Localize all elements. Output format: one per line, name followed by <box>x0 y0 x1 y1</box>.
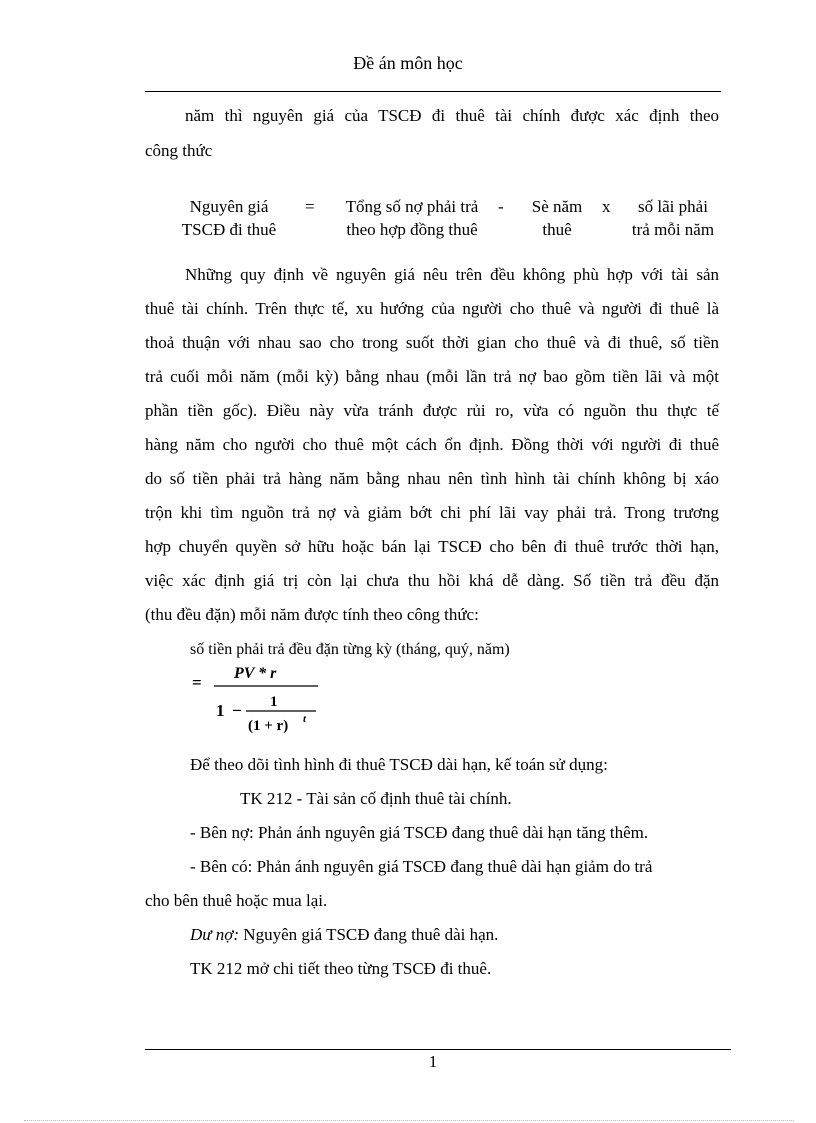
body-line: Những quy định về nguyên giá nêu trên đều không phù hợp với tài sản <box>185 265 719 284</box>
formula-equals: = <box>192 673 202 692</box>
formula-cell: số lãi phải <box>638 197 708 216</box>
formula-minus: − <box>232 701 242 720</box>
body-line: công thức <box>145 141 213 160</box>
formula-cell: Tổng số nợ phải trả <box>345 197 479 216</box>
body-line: thuê tài chính. Trên thực tế, xu hướng của người cho thuê và người đi thuê là <box>145 299 719 318</box>
formula-cell: trả mỗi năm <box>631 220 715 239</box>
times-sign: x <box>602 197 611 216</box>
body-line: trả cuối mỗi năm (mỗi kỳ) bằng nhau (mỗi lần trả nợ bao gồm tiền lãi và một <box>145 367 719 386</box>
formula-one: 1 <box>216 701 225 720</box>
formula-exponent: t <box>303 713 307 725</box>
balance-line <box>190 925 498 945</box>
body-line: hàng năm cho người cho thuê một cách ổn định. Đồng thời với người đi thuê <box>145 435 719 454</box>
body-line: hợp chuyển quyền sở hữu hoặc bán lại TSCĐ cho bên đi thuê trước thời hạn, <box>145 537 719 556</box>
body-line: do số tiền phải trả hàng năm bằng nhau nên tình hình tài chính không bị xáo <box>145 469 719 488</box>
account-title: TK 212 - Tài sản cố định thuê tài chính. <box>240 789 512 808</box>
body-line: Để theo dõi tình hình đi thuê TSCĐ dài hạn, kế toán sử dụng: <box>190 755 608 774</box>
body-line: phần tiền gốc). Điều này vừa tránh được rủi ro, vừa có nguồn thu thực tế <box>145 401 719 420</box>
body-line: cho bên thuê hoặc mua lại. <box>145 891 328 910</box>
balance-label: Dư nợ: <box>190 925 240 944</box>
annuity-formula <box>190 658 330 738</box>
body-line: năm thì nguyên giá của TSCĐ đi thuê tài chính được xác định theo <box>185 106 719 125</box>
minus-sign: - <box>498 197 504 216</box>
balance-text: Nguyên giá TSCĐ đang thuê dài hạn. <box>239 925 499 944</box>
body-line: (thu đều đặn) mỗi năm được tính theo công thức: <box>145 605 479 624</box>
body-line: việc xác định giá trị còn lại chưa thu hồi khá dễ dàng. Số tiền trả đều đặn <box>145 571 719 590</box>
formula-inner-denominator: (1 + r) <box>248 718 289 734</box>
formula-intro: số tiền phải trả đều đặn từng kỳ (tháng, quý, năm) <box>190 641 510 658</box>
footer-rule <box>145 1049 731 1050</box>
formula-cell: thuê <box>542 220 572 239</box>
body-line: TK 212 mở chi tiết theo từng TSCĐ đi thuê. <box>190 959 492 978</box>
equals-sign: = <box>305 197 315 216</box>
page-edge <box>24 1120 794 1121</box>
body-line: - Bên có: Phản ánh nguyên giá TSCĐ đang thuê dài hạn giảm do trả <box>190 857 653 876</box>
body-line: - Bên nợ: Phản ánh nguyên giá TSCĐ đang thuê dài hạn tăng thêm. <box>190 823 649 842</box>
formula-numerator: PV * r <box>234 665 277 682</box>
formula-cell: theo hợp đồng thuê <box>346 220 478 239</box>
formula-cell: TSCĐ đi thuê <box>181 220 277 239</box>
page-number: 1 <box>428 1052 438 1071</box>
header-rule <box>145 91 721 92</box>
formula-cell: Nguyên giá <box>189 197 269 216</box>
body-line: trộn khi tìm nguồn trả nợ và giảm bớt chi phí lãi vay phải trả. Trong trương <box>145 503 719 522</box>
body-line: thoả thuận với nhau sao cho trong suốt thời gian cho thuê và đi thuê, số tiền <box>145 333 719 352</box>
formula-cell: Sè năm <box>531 197 583 216</box>
header-title: Đề án môn học <box>353 53 463 73</box>
formula-inner-numerator: 1 <box>270 694 278 710</box>
